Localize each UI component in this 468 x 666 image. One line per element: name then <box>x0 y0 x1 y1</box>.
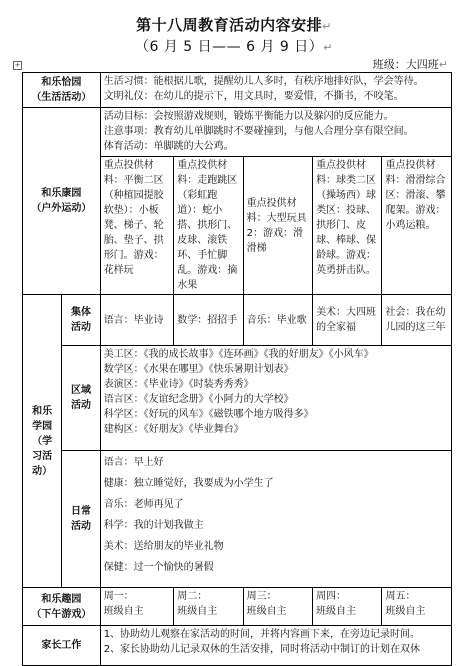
zone-text: 重点投供材料：滑滑综合区：滑滚、攀爬架。游戏：小鸡运粮。 <box>385 160 446 231</box>
label-line: 活动 <box>71 521 92 532</box>
life-label <box>23 73 101 108</box>
outdoor-goal-row <box>23 108 452 157</box>
day-label: 周一： <box>103 591 134 602</box>
group-activity-label <box>62 295 100 346</box>
outdoor-goals[interactable] <box>100 108 451 157</box>
daily-line: 健康：独立睡觉好，我要成为小学生了 <box>103 478 274 489</box>
group-item-text: 数学：招招手 <box>177 314 238 326</box>
label-line: 日常 <box>71 506 92 517</box>
zone-text: 重点投供材料：球类二区（操场西）球类区：投球、拱形门、皮球、棒球、保龄球。游戏：英勇拼击队。 <box>316 160 377 276</box>
group-item-social[interactable] <box>382 295 452 346</box>
afternoon-monday[interactable] <box>100 588 174 626</box>
document-subtitle <box>0 36 468 56</box>
family-content[interactable] <box>100 626 451 666</box>
day-label: 周五： <box>385 591 416 602</box>
label-line: 区域 <box>71 385 92 396</box>
afternoon-wednesday[interactable] <box>243 588 312 626</box>
outdoor-line: 体育活动：单脚跳的大公鸡。 <box>103 141 234 152</box>
group-item-text: 语言：毕业诗 <box>103 314 164 326</box>
date-range: （6 月 5 日—— 6 月 9 日） <box>135 39 324 55</box>
zone-text: 重点投供材料：走跑跳区（彩虹跑道）：蛇小搭、拱形门、皮球、滚铁环、手忙脚乱。游戏：摘水果 <box>177 160 238 291</box>
area-line: 建构区：《好朋友》《毕业舞台》 <box>103 424 244 435</box>
label-line: 家长工作 <box>41 640 82 651</box>
label-line: 活动 <box>71 400 92 411</box>
paragraph-mark: ↵ <box>323 41 333 54</box>
day-value: 班级自主 <box>177 606 218 617</box>
zone-text: 重点投供材料：平衡二区（种植园提胶软垫）：小板凳、梯子、轮胎、垫子、拱形门。游戏：花样玩 <box>103 160 164 276</box>
outdoor-line: 注意事项：教育幼儿单脚跳时不要碰撞到，与他人合理分享有限空间。 <box>103 126 414 137</box>
group-item-text: 美术：大四班的全家福 <box>316 307 377 333</box>
outdoor-zone-2[interactable] <box>174 157 243 295</box>
group-item-math[interactable] <box>174 295 243 346</box>
daily-line: 保健：过一个愉快的暑假 <box>103 562 214 573</box>
paragraph-mark: ↵ <box>438 58 448 71</box>
daily-activity-row <box>23 451 452 588</box>
afternoon-tuesday[interactable] <box>174 588 243 626</box>
paragraph-mark: ↵ <box>322 20 332 33</box>
afternoon-label <box>23 588 101 626</box>
group-item-text: 音乐：毕业歌 <box>246 314 307 326</box>
family-line: 2、家长协助幼儿记录双休的生活安排，同时将活动中制订的计划在双休 <box>103 644 421 655</box>
afternoon-row <box>23 588 452 626</box>
label-line: 学园 <box>32 420 53 432</box>
area-activity-content[interactable] <box>100 346 451 451</box>
class-label: 班级： <box>372 58 406 71</box>
label-line: 习活 <box>32 450 53 462</box>
area-line: 科学区：《好玩的风车》《磁铁哪个地方吸得多》 <box>103 409 314 420</box>
daily-line: 语言：早上好 <box>103 457 164 468</box>
label-line: 集体 <box>71 307 92 318</box>
area-line: 美工区：《我的成长故事》《连环画》《我的好朋友》《小风车》 <box>103 349 374 360</box>
daily-activity-label <box>62 451 100 588</box>
life-line: 生活习惯：能根据儿歌，提醒幼儿人多时，有秩序地排好队，学会等待。 <box>103 76 424 87</box>
day-label: 周二： <box>177 591 208 602</box>
group-item-art[interactable] <box>313 295 382 346</box>
label-line: （生活活动） <box>31 92 92 103</box>
life-row <box>23 73 452 108</box>
zone-text: 重点投供材料：大型玩具 2：游戏：滑滑梯 <box>246 197 307 254</box>
label-line: 和乐康园 <box>41 188 82 199</box>
label-line: 和乐恰园 <box>41 77 82 88</box>
area-activity-label <box>62 346 100 451</box>
group-item-music[interactable] <box>243 295 312 346</box>
label-line: （学 <box>32 435 53 447</box>
afternoon-friday[interactable] <box>382 588 452 626</box>
title-text: 第十八周教育活动内容安排 <box>136 16 323 34</box>
day-value: 班级自主 <box>385 606 426 617</box>
table-move-handle-icon[interactable]: + <box>14 61 21 69</box>
outdoor-label <box>23 108 101 295</box>
group-item-language[interactable] <box>100 295 174 346</box>
learning-label <box>23 295 62 588</box>
day-label: 周四： <box>316 591 347 602</box>
label-line: 和乐 <box>32 405 53 417</box>
label-line: （下午游戏） <box>31 608 92 620</box>
day-label: 周三： <box>246 591 277 602</box>
group-item-text: 社会：我在幼儿园的这三年 <box>385 307 446 333</box>
group-activity-row <box>23 295 452 346</box>
family-line: 1、协助幼儿观察在家活动的时间，并将内容画下来，在旁边记录时间。 <box>103 629 421 640</box>
schedule-table <box>22 72 452 666</box>
daily-line: 美术：送给朋友的毕业礼物 <box>103 541 224 552</box>
afternoon-thursday[interactable] <box>313 588 382 626</box>
life-content[interactable] <box>100 73 451 108</box>
outdoor-zone-5[interactable] <box>382 157 452 295</box>
daily-activity-content[interactable] <box>100 451 451 588</box>
area-line: 表演区：《毕业诗》《时装秀秀秀》 <box>103 379 254 390</box>
class-line <box>373 56 448 72</box>
area-line: 数学区：《水果在哪里》《快乐暑期计划表》 <box>103 364 294 375</box>
daily-line: 音乐：老师再见了 <box>103 499 184 510</box>
outdoor-zone-4[interactable] <box>313 157 382 295</box>
day-value: 班级自主 <box>246 606 287 617</box>
family-label <box>23 626 101 666</box>
area-line: 语言区：《友谊纪念册》《小阿力的大学校》 <box>103 394 294 405</box>
outdoor-line: 活动目标：会按照游戏规则，锻炼平衡能力以及躲闪的反应能力。 <box>103 111 394 122</box>
family-row <box>23 626 452 666</box>
outdoor-zone-3[interactable] <box>243 157 312 295</box>
document-title <box>0 14 468 35</box>
class-value: 大四班 <box>405 58 439 71</box>
day-value: 班级自主 <box>316 606 357 617</box>
label-line: 动） <box>32 465 53 477</box>
daily-line: 科学：我的计划我做主 <box>103 520 204 531</box>
day-value: 班级自主 <box>103 606 144 617</box>
area-activity-row <box>23 346 452 451</box>
life-line: 文明礼仪：在幼儿的提示下，用文具时，要爱惜，不撕书，不咬笔。 <box>103 91 404 102</box>
label-line: 和乐趣园 <box>41 593 82 605</box>
label-line: 活动 <box>71 322 92 333</box>
label-line: （户外运动） <box>31 203 92 214</box>
outdoor-zone-1[interactable] <box>100 157 174 295</box>
